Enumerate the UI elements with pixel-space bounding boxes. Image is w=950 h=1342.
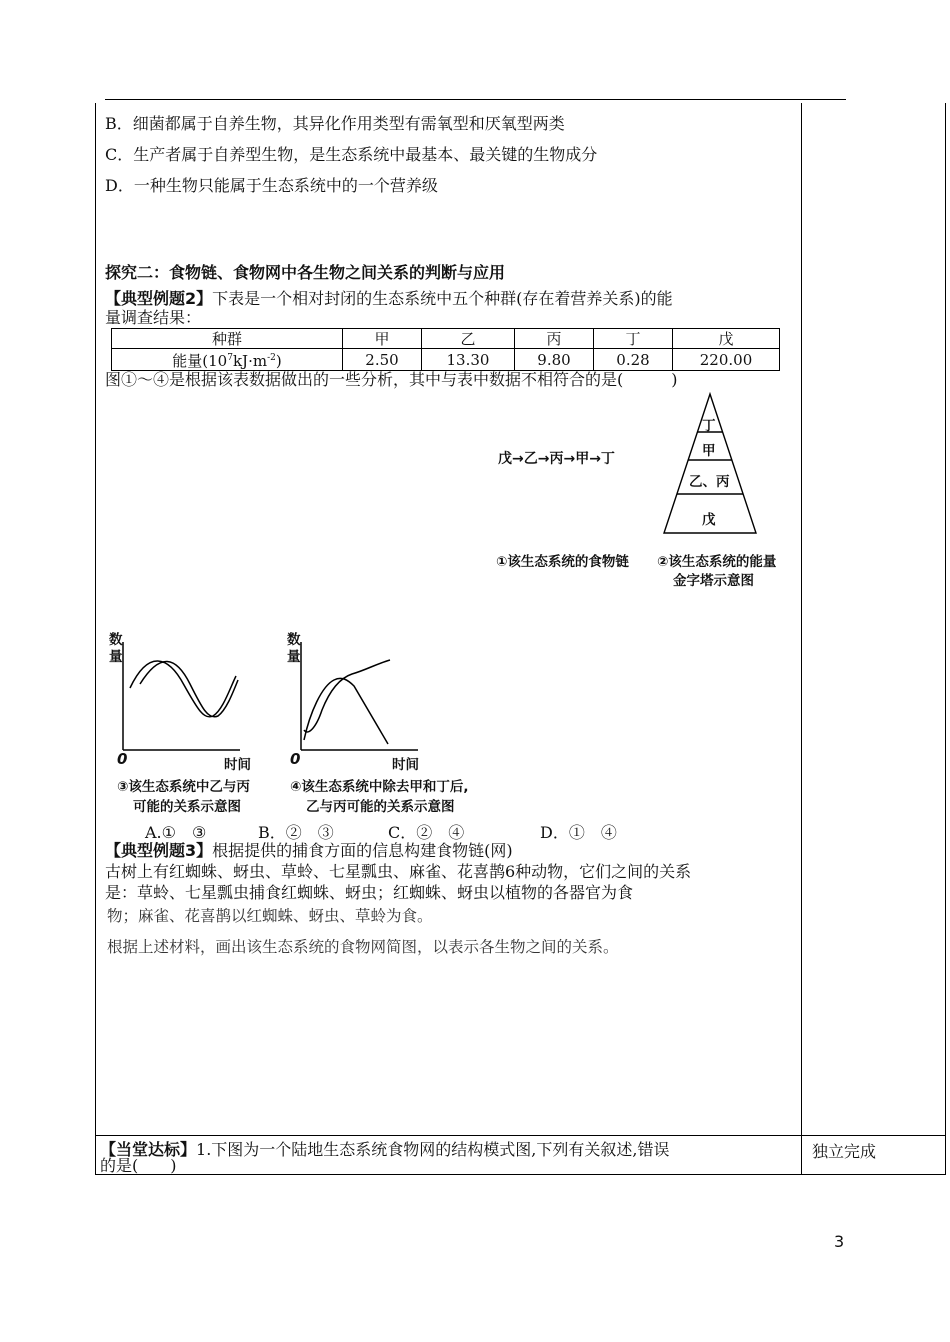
- fig4-curve-falling: [304, 678, 388, 744]
- fig3-origin: 0: [117, 750, 128, 768]
- exercise-tag: 【当堂达标】: [100, 1140, 197, 1159]
- side-note: 独立完成: [812, 1142, 877, 1161]
- row-label-end: ): [275, 352, 282, 370]
- table-cell: 丙: [515, 329, 594, 349]
- row-label-exp: 7: [227, 353, 233, 363]
- exercise-text: 1.下图为一个陆地生态系统食物网的结构模式图,下列有关叙述,错误: [196, 1140, 670, 1159]
- pyramid-level: 丁: [702, 418, 716, 434]
- fig3-graph: [118, 640, 243, 755]
- row-label-unit: kJ·m: [232, 352, 268, 370]
- fig4-ylabel-2: 量: [287, 649, 301, 665]
- table-cell: 丁: [594, 329, 673, 349]
- exercise-line1: [100, 1140, 669, 1160]
- example2-line2: 量调查结果：: [105, 308, 202, 327]
- fig3-curve-1: [130, 661, 236, 717]
- page-number: 3: [834, 1232, 845, 1251]
- fig3-caption-1: ③该生态系统中乙与丙: [117, 779, 250, 795]
- option-b: B．细菌都属于自养生物，其异化作用类型有需氧型和厌氧型两类: [105, 114, 565, 133]
- example2-line1: [105, 289, 673, 309]
- example3-line5: 根据上述材料，画出该生态系统的食物网简图，以表示各生物之间的关系。: [107, 938, 619, 956]
- row-label-text: 能量(10: [172, 352, 228, 370]
- row-label-unit-exp: -2: [267, 353, 276, 363]
- fig3-curve-2: [140, 661, 238, 716]
- example3-tag: 【典型例题3】: [105, 841, 213, 860]
- table-row: [112, 349, 780, 371]
- row-divider: [95, 1135, 946, 1136]
- answer-b: B．② ③: [258, 823, 334, 842]
- fig3-caption-2: 可能的关系示意图: [133, 799, 241, 815]
- answer-c: C．② ④: [388, 823, 465, 842]
- table-cell: 9.80: [515, 349, 594, 371]
- example3-line4: 物；麻雀、花喜鹊以红蜘蛛、蚜虫、草蛉为食。: [107, 907, 433, 925]
- section-heading: 探究二：食物链、食物网中各生物之间关系的判断与应用: [105, 263, 506, 282]
- fig3-ylabel-1: 数: [109, 632, 123, 648]
- fig2-caption-2: 金字塔示意图: [673, 573, 754, 589]
- fig4-caption-1: ④该生态系统中除去甲和丁后,: [290, 779, 469, 795]
- fig4-origin: 0: [290, 750, 301, 768]
- example3-line3: 是：草蛉、七星瓢虫捕食红蜘蛛、蚜虫；红蜘蛛、蚜虫以植物的各器官为食: [105, 883, 634, 902]
- table-cell: 220.00: [673, 349, 780, 371]
- fig3-ylabel-2: 量: [109, 649, 123, 665]
- example2-text: 下表是一个相对封闭的生态系统中五个种群(存在着营养关系)的能: [212, 289, 673, 308]
- fig4-caption-2: 乙与丙可能的关系示意图: [306, 799, 455, 815]
- example2-tag: 【典型例题2】: [105, 289, 213, 308]
- table-cell: 0.28: [594, 349, 673, 371]
- fig4-ylabel-1: 数: [287, 632, 301, 648]
- fig3-xlabel: 时间: [224, 757, 251, 773]
- exercise-line2: 的是( ): [100, 1156, 177, 1175]
- table-header-label: 种群: [112, 329, 343, 349]
- table-row-label: [112, 349, 343, 371]
- fig4-curve-rising: [304, 660, 390, 732]
- pyramid-level: 戊: [702, 512, 716, 528]
- answer-d: D．① ④: [540, 823, 617, 842]
- fig1-chain: 戊→乙→丙→甲→丁: [498, 451, 615, 467]
- table-row: [112, 329, 780, 349]
- option-d: D．一种生物只能属于生态系统中的一个营养级: [105, 176, 438, 195]
- column-divider: [801, 103, 802, 1175]
- example3-text: 根据提供的捕食方面的信息构建食物链(网): [212, 841, 513, 860]
- question-text: 图①～④是根据该表数据做出的一些分析，其中与表中数据不相符合的是( ): [105, 370, 678, 389]
- example3-line1: [105, 841, 513, 861]
- table-cell: 13.30: [422, 349, 515, 371]
- table-cell: 戊: [673, 329, 780, 349]
- table-cell: 2.50: [343, 349, 422, 371]
- pyramid-level: 乙、丙: [689, 474, 730, 490]
- fig4-xlabel: 时间: [392, 757, 419, 773]
- answer-a: A.① ③: [145, 823, 207, 842]
- fig1-caption: ①该生态系统的食物链: [496, 554, 629, 570]
- fig2-caption-1: ②该生态系统的能量: [657, 554, 777, 570]
- table-cell: 甲: [343, 329, 422, 349]
- table-cell: 乙: [422, 329, 515, 349]
- example3-line2: 古树上有红蜘蛛、蚜虫、草蛉、七星瓢虫、麻雀、花喜鹊6种动物，它们之间的关系: [105, 862, 692, 881]
- top-rule: [105, 99, 846, 100]
- fig4-graph: [296, 640, 421, 755]
- pyramid-level: 甲: [702, 443, 716, 459]
- energy-table: [111, 328, 780, 371]
- option-c: C．生产者属于自养型生物，是生态系统中最基本、最关键的生物成分: [105, 145, 598, 164]
